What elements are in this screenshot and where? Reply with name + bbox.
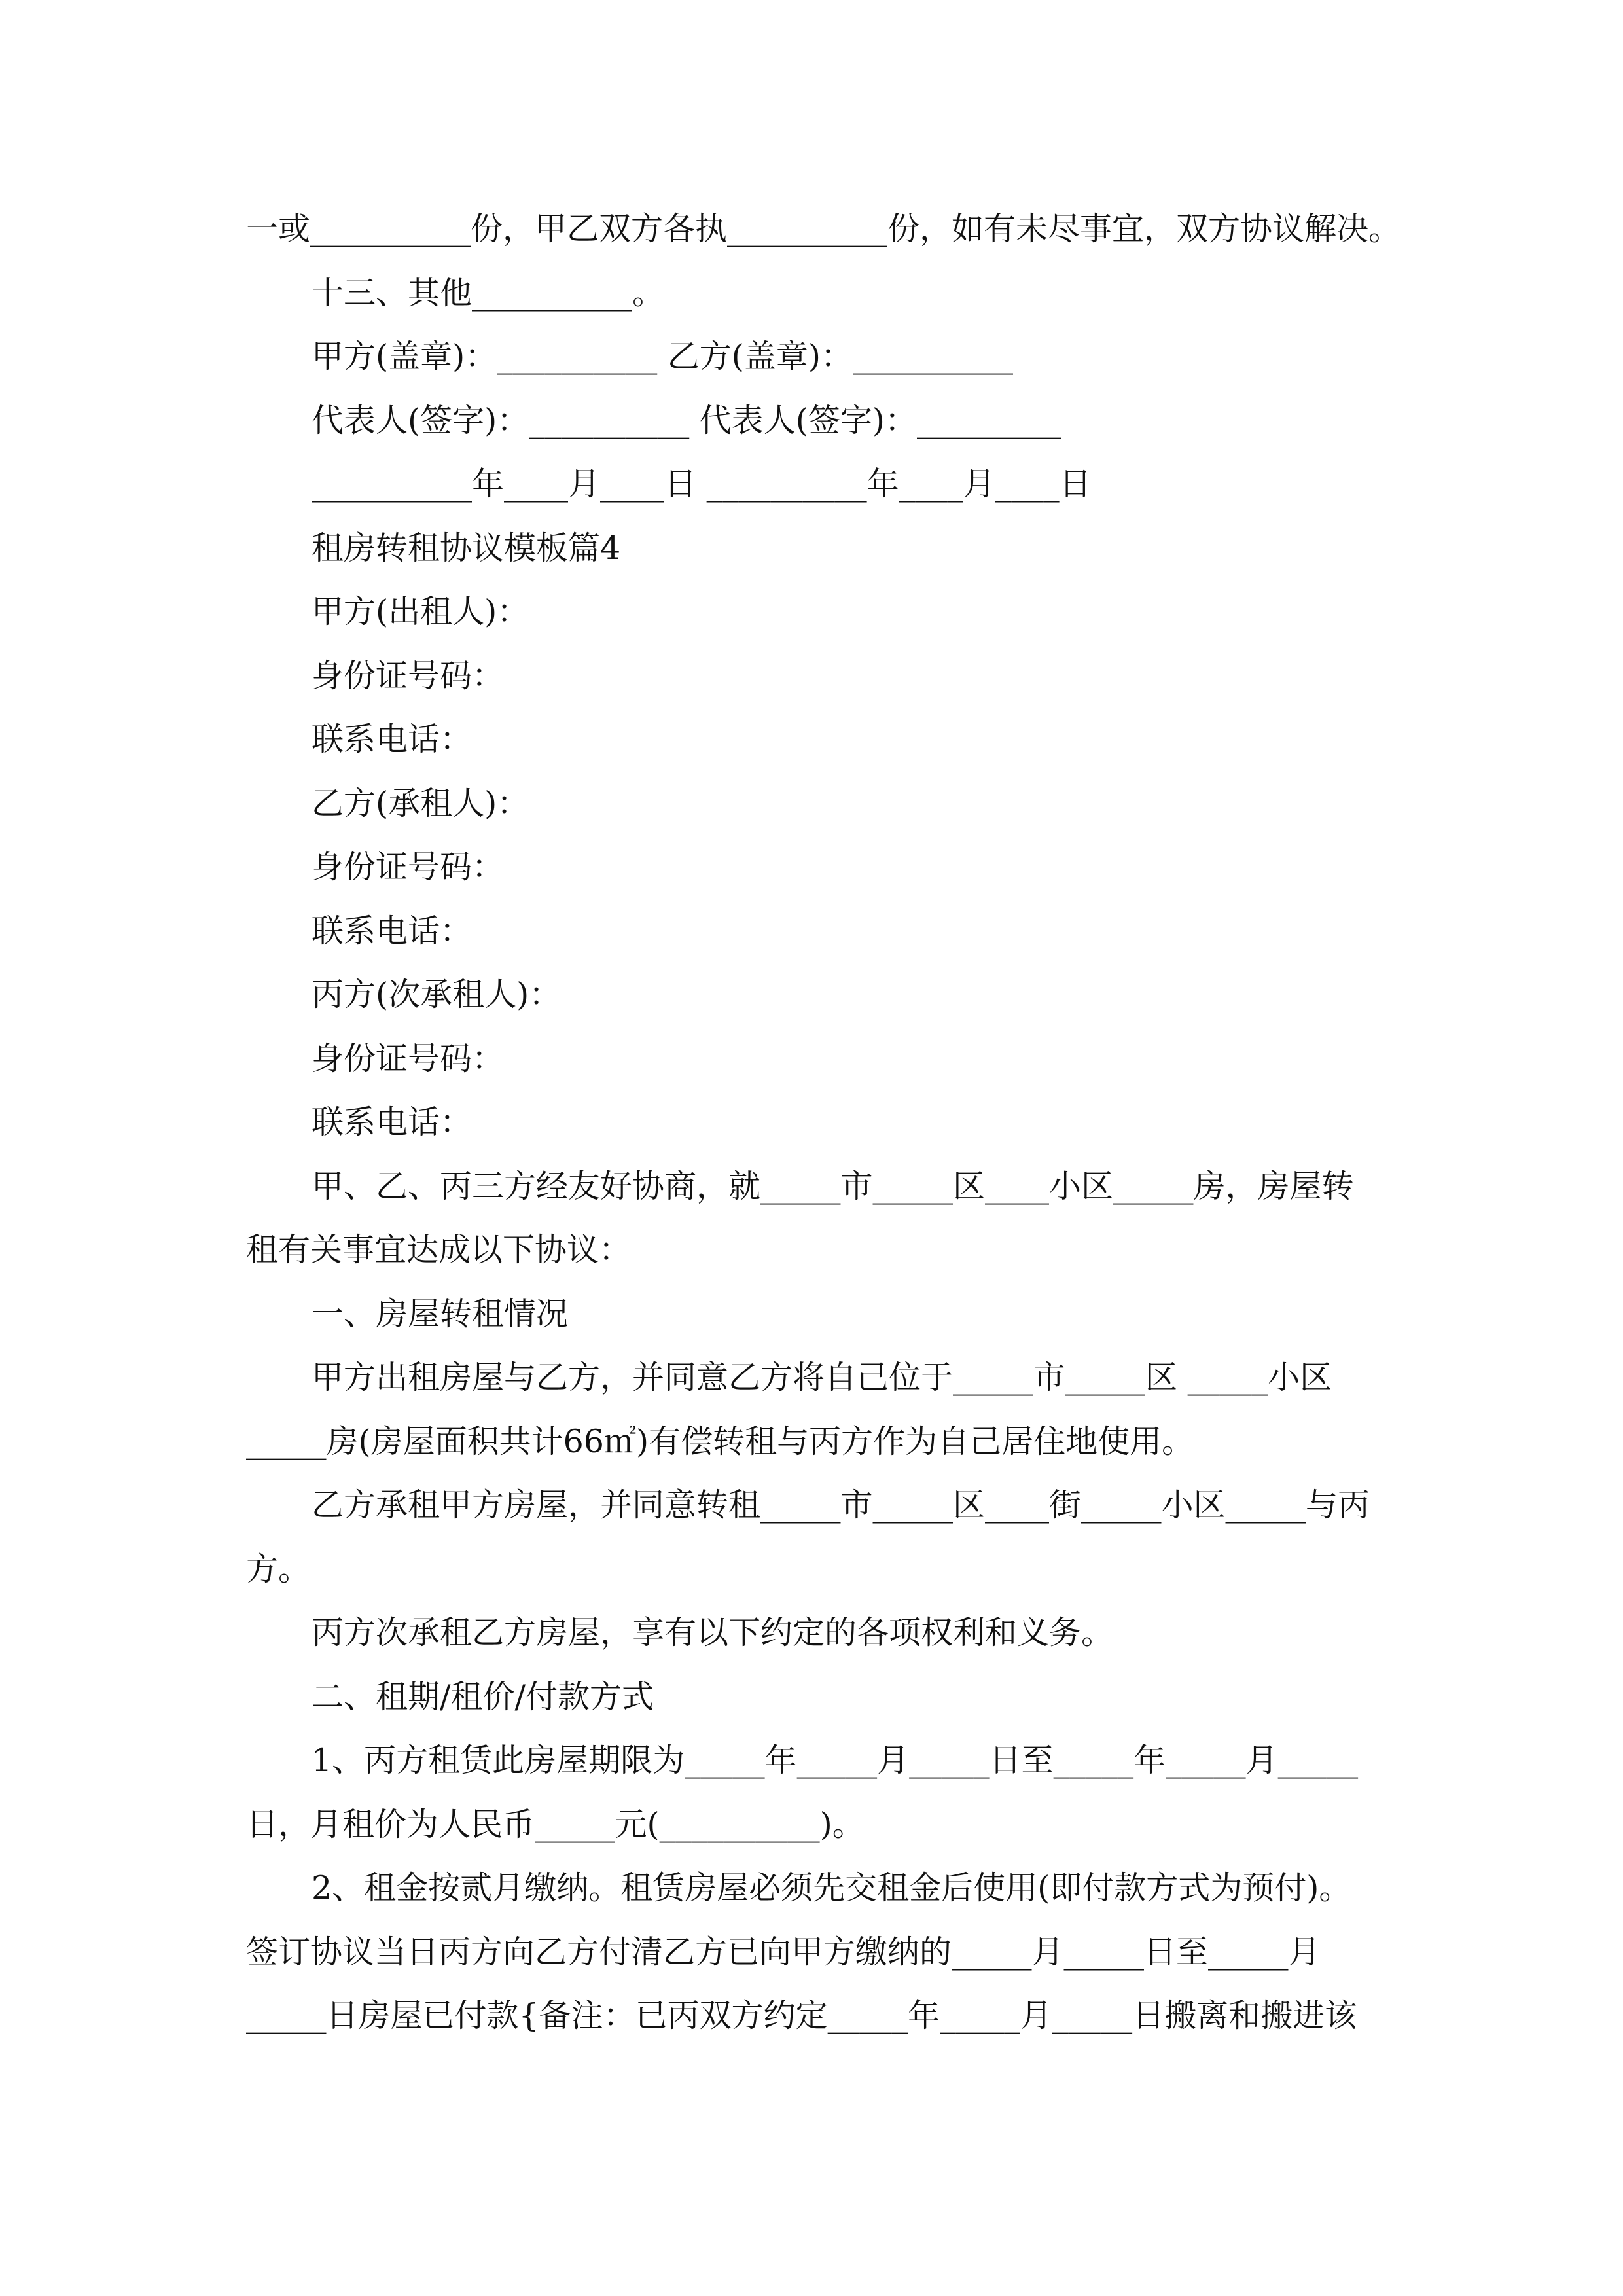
signature-line: 代表人(签字)：__________ 代表人(签字)：_________ [312, 402, 1061, 439]
agreement-intro: 甲、乙、丙三方经友好协商，就_____市_____区____小区_____房，房屋转 [312, 1168, 1354, 1205]
section-1-para-1-cont: _____房(房屋面积共计66㎡)有偿转租与丙方作为自己居住地使用。 [246, 1423, 1194, 1460]
party-b-id-label: 身份证号码： [312, 848, 505, 886]
term-clause: 1、丙方租赁此房屋期限为_____年_____月_____日至_____年_____月_____ [312, 1742, 1359, 1779]
party-a-id-label: 身份证号码： [312, 657, 505, 694]
contract-copies-line: 一或__________份，甲乙双方各执__________份，如有未尽事宜，双方协议解决。 [246, 210, 1401, 247]
agreement-intro-cont: 租有关事宜达成以下协议： [246, 1231, 632, 1268]
term-clause-cont: 日，月租价为人民币_____元(__________)。 [246, 1806, 865, 1843]
payment-clause: 2、租金按贰月缴纳。租赁房屋必须先交租金后使用(即付款方式为预付)。 [312, 1869, 1351, 1907]
party-a-label: 甲方(出租人)： [312, 593, 529, 630]
party-c-phone-label: 联系电话： [312, 1103, 473, 1141]
party-b-label: 乙方(承租人)： [312, 785, 529, 822]
section-title: 租房转租协议模板篇4 [312, 529, 621, 567]
section-1-para-2: 乙方承租甲方房屋，并同意转租_____市_____区____街_____小区_____与丙 [312, 1486, 1370, 1524]
party-c-id-label: 身份证号码： [312, 1040, 505, 1077]
section-1-para-3: 丙方次承租乙方房屋，享有以下约定的各项权利和义务。 [312, 1614, 1114, 1651]
section-1-para-2-cont: 方。 [246, 1551, 311, 1588]
party-a-phone-label: 联系电话： [312, 721, 473, 758]
section-2-heading: 二、租期/租价/付款方式 [312, 1678, 654, 1715]
section-1-para-1: 甲方出租房屋与乙方，并同意乙方将自己位于_____市_____区 _____小区 [312, 1359, 1332, 1396]
payment-clause-cont-2: _____日房屋已付款{备注：已丙双方约定_____年_____月_____日搬离和搬进该 [246, 1997, 1357, 2034]
party-b-phone-label: 联系电话： [312, 912, 473, 950]
seal-line: 甲方(盖章)：__________ 乙方(盖章)：__________ [312, 338, 1014, 375]
section-1-heading: 一、房屋转租情况 [312, 1295, 569, 1333]
date-line: __________年____月____日 __________年____月____日 [312, 465, 1092, 503]
clause-13-other: 十三、其他__________。 [312, 274, 665, 312]
payment-clause-cont-1: 签订协议当日丙方向乙方付清乙方已向甲方缴纳的_____月_____日至_____月 [246, 1933, 1321, 1971]
party-c-label: 丙方(次承租人)： [312, 976, 562, 1013]
